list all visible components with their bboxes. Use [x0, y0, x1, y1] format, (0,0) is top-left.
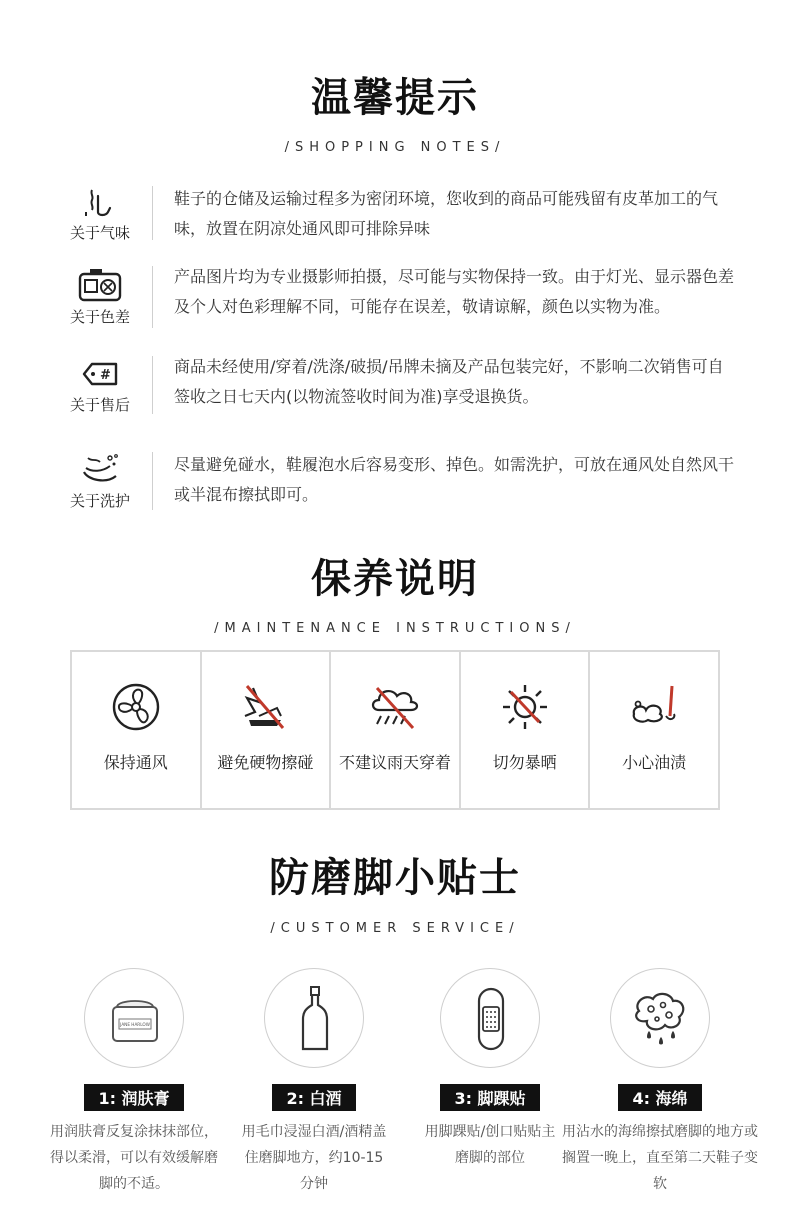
fan-icon [108, 682, 164, 732]
jar-text: JANE HARLOW [120, 1022, 150, 1027]
maintenance-grid [70, 650, 720, 810]
tip-item [224, 968, 404, 1197]
no-hard-object-icon [237, 682, 293, 732]
oil-stain-icon [626, 682, 682, 732]
tip-icon-circle [84, 968, 184, 1068]
tip-icon-circle [610, 968, 710, 1068]
tip-text: 用毛巾浸湿白酒/酒精盖住磨脚地方，约10-15分钟 [241, 1124, 387, 1192]
camera-icon [76, 266, 124, 304]
tip-item [400, 968, 580, 1171]
tip-item [44, 968, 224, 1197]
note-label: 关于色差 [69, 308, 130, 326]
maintenance-item [461, 652, 591, 808]
tag-icon [76, 354, 124, 392]
sponge-icon [625, 983, 697, 1055]
liquor-bottle-icon [279, 983, 351, 1055]
note-after-sales [60, 352, 740, 416]
maintenance-item [202, 652, 332, 808]
maintenance-label: 避免硬物擦碰 [217, 753, 314, 772]
note-label: 关于气味 [69, 224, 130, 242]
tip-text: 用沾水的海绵擦拭磨脚的地方或搁置一晚上，直至第二天鞋子变软 [562, 1124, 758, 1192]
maintenance-label: 保持通风 [103, 753, 168, 772]
maintenance-subtitle: /MAINTENANCE INSTRUCTIONS/ [214, 621, 576, 636]
divider [152, 356, 153, 414]
notes-subtitle: /SHOPPING NOTES/ [284, 140, 506, 155]
tips-title: 防磨脚小贴士 [269, 855, 521, 901]
cream-jar-icon [99, 983, 171, 1055]
tips-subtitle: /CUSTOMER SERVICE/ [270, 921, 520, 936]
maintenance-label: 不建议雨天穿着 [338, 753, 451, 772]
odor-icon [76, 182, 124, 220]
maintenance-item [590, 652, 718, 808]
note-odor [60, 180, 740, 242]
wash-icon [76, 450, 124, 488]
tip-text: 用润肤膏反复涂抹抹部位，得以柔滑，可以有效缓解磨脚的不适。 [50, 1124, 218, 1192]
maintenance-item [72, 652, 202, 808]
note-text: 鞋子的仓储及运输过程多为密闭环境，您收到的商品可能残留有皮革加工的气味，放置在阴凉处通风即可排除异味 [174, 189, 719, 238]
tip-badge: 1: 润肤膏 [84, 1084, 183, 1111]
svg-text:#: # [100, 368, 111, 383]
tip-badge: 2: 白酒 [272, 1084, 355, 1111]
tip-icon-circle [440, 968, 540, 1068]
note-text: 尽量避免碰水，鞋履泡水后容易变形、掉色。如需洗护，可放在通风处自然风干或半混布擦拭即可。 [174, 455, 735, 504]
maintenance-label: 小心油渍 [622, 753, 687, 772]
bandage-icon [455, 983, 527, 1055]
divider [152, 452, 153, 510]
note-label: 关于洗护 [69, 492, 130, 510]
maintenance-label: 切勿暴晒 [492, 753, 557, 772]
note-text: 商品未经使用/穿着/洗涤/破损/吊牌未摘及产品包装完好，不影响二次销售可自签收之日七天内(以物流签收时间为准)享受退换货。 [174, 357, 724, 406]
note-label: 关于售后 [69, 396, 130, 414]
tip-badge: 3: 脚踝贴 [440, 1084, 539, 1111]
tip-item [562, 968, 758, 1197]
no-rain-icon [367, 682, 423, 732]
no-sun-icon [497, 682, 553, 732]
note-washing [60, 448, 740, 512]
tip-icon-circle [264, 968, 364, 1068]
note-color-difference [60, 262, 740, 330]
divider [152, 186, 153, 240]
maintenance-item [331, 652, 461, 808]
tip-badge: 4: 海绵 [618, 1084, 701, 1111]
maintenance-title: 保养说明 [311, 556, 479, 602]
note-text: 产品图片均为专业摄影师拍摄，尽可能与实物保持一致。由于灯光、显示器色差及个人对色彩理解不同，可能存在误差，敬请谅解，颜色以实物为准。 [174, 267, 735, 316]
divider [152, 266, 153, 328]
tip-text: 用脚踝贴/创口贴贴主磨脚的部位 [424, 1124, 556, 1166]
notes-title: 温馨提示 [311, 75, 479, 121]
